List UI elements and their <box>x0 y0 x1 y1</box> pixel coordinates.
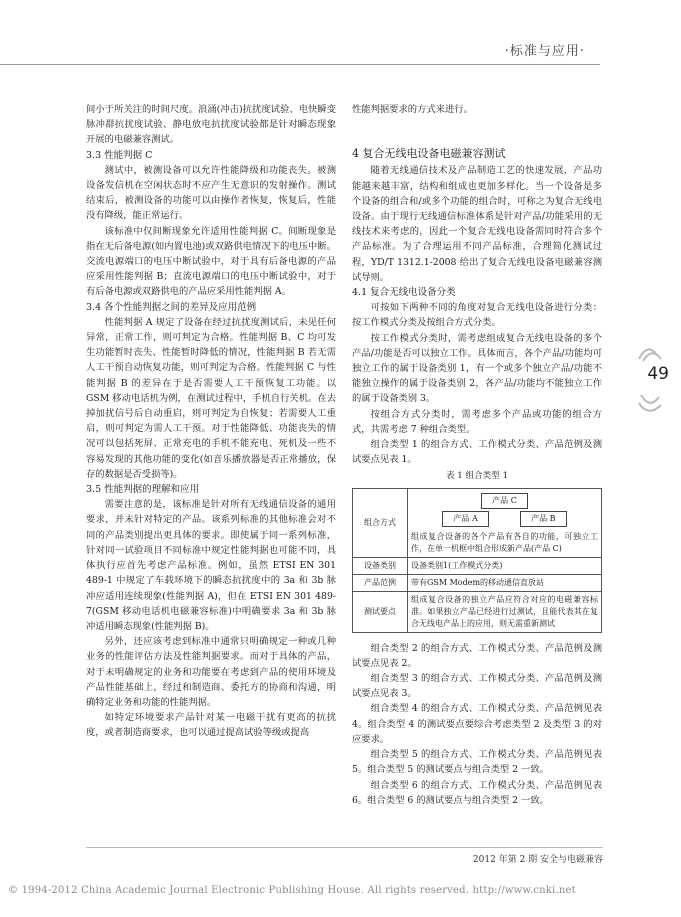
table-row <box>353 488 602 557</box>
table-cell <box>408 488 602 557</box>
paragraph: 间小于所关注的时间尺度。浪涌(冲击)抗扰度试验、电快瞬变脉冲群抗扰度试验、静电放电抗扰度试验都是针对瞬态现象开展的电磁兼容测试。 <box>86 104 336 146</box>
paragraph: 按组合方式分类时，需考虑多个产品或功能的组合方式，共需考虑 7 种组合类型。 <box>352 408 602 435</box>
paragraph: 性能判据要求的方式来进行。 <box>352 104 473 115</box>
paragraph: 随着无线通信技术及产品制造工艺的快速发展，产品功能越来越丰富，结构和组成也更加多样化。当一个设备是多个设备的组合和/或多个功能的组合时，可称之为复合无线电设备。由于现行无线通信标准体系是针对产品/功能采用的无线技术来考虑的，因此一个复合无线电设备需同时符合多个产品标准。为了合理运用不同产品标准，合理简化测试过程，YD/T 1312.1-2008 给出了复合无线电设备电磁兼容测试导则。 <box>352 165 602 283</box>
paragraph: 组合类型 1 的组合方式、工作模式分类、产品范例及测试要点见表 1。 <box>352 439 602 466</box>
table-row <box>353 591 602 632</box>
table-cell-label: 测试要点 <box>353 591 408 632</box>
section-label: ·标准与应用· <box>504 44 585 59</box>
paragraph: 组合类型 2 的组合方式、工作模式分类、产品范例及测试要点见表 2。 <box>352 642 602 669</box>
left-column <box>86 102 336 741</box>
heading-3-4: 3.4 各个性能判据之间的差异及应用范例 <box>86 301 257 313</box>
paragraph: 测试中，被测设备可以允许性能降级和功能丧失。被测设备发信机在空闲状态时不应产生无意识的发射操作。测试结束后，被测设备的功能可以由操作者恢复，恢复后，性能没有降级，能正常运行。 <box>86 164 336 222</box>
product-c-box: 产品 C <box>481 493 528 509</box>
heading-3-5: 3.5 性能判据的理解和应用 <box>86 484 200 496</box>
footer-rule <box>86 847 603 848</box>
paragraph: 另外，还应该考虑到标准中通常只明确规定一种或几种业务的性能评估方法及性能判据要求。而对于具体的产品，对于未明确规定的业务和功能要在考虑到产品的使用环境及产品性能基础上，经过和制造商、委托方的协商和沟通，明确特定业务和功能的性能判据。 <box>86 636 336 708</box>
paragraph: 需要注意的是，该标准是针对所有无线通信设备的通用要求，并未针对特定的产品。该系列标准的其他标准会对不同的产品类别提出更具体的要求。即使属于同一系列标准，针对同一试验项目不同标准中规定性能判据也可能不同，具体执行应首先考虑产品标准。例如，虽然 ETSI EN 301 489-1 中规定了车载环境下的瞬态抗扰度中的 3a 和 3b 脉冲应适用连续现象(性能判据 A)，但在 ETSI EN 301 489-7(GSM 移动电话机电磁兼容标准)中明确要求 3a 和 3b 脉冲适用瞬态现象(性能判据 B)。 <box>86 499 336 632</box>
table-caption: 表 1 组合类型 1 <box>445 471 509 482</box>
paragraph: 组合类型 4 的组合方式、工作模式分类、产品范例见表 4。组合类型 4 的测试要点要综合考虑类型 2 及类型 3 的对应要求。 <box>352 703 602 745</box>
header-rule <box>0 64 600 65</box>
paragraph: 性能判据 A 规定了设备在经过抗扰度测试后，未见任何异常，正常工作，则可判定为合格。性能判据 B、C 均可发生功能暂时丧失、性能暂时降低的情况，性能判据 B 若无需人工干预自动恢复功能，则可判定为合格。性能判据 C 与性能判据 B 的差异在于是否需要人工干预恢复工功能。以 GSM 移动电话机为例，在测试过程中，手机自行关机。在去掉加扰信号后自动重启，则可判定为自恢复；若需要人工重启，则可判定为需人工干预。对于性能降低、功能丧失的情况可以包括死屏、正常充电的手机不能充电、死机及一些不容易发现的其他功能的变化(如音乐播放器是否正常播放，保存的数据是否受损等)。 <box>86 316 336 480</box>
table-cell-label: 设备类别 <box>353 557 408 574</box>
table-cell-label: 组合方式 <box>353 488 408 557</box>
heading-4-1: 4.1 复合无线电设备分类 <box>352 287 456 299</box>
table-row <box>353 574 602 591</box>
page-number: 49 <box>647 364 669 384</box>
table-cell: 带有GSM Modem的移动通信直放站 <box>408 574 602 591</box>
paragraph: 组合类型 5 的组合方式、工作模式分类、产品范例见表 5。组合类型 5 的测试要点与组合类型 2 一致。 <box>352 749 602 776</box>
journal-footer: 2012 年第 2 期 安全与电磁兼容 <box>472 855 603 865</box>
heading-4: 4 复合无线电设备电磁兼容测试 <box>352 147 506 161</box>
table-cell-label: 产品范例 <box>353 574 408 591</box>
paragraph: 可按如下两种不同的角度对复合无线电设备进行分类：按工作模式分类及按组合方式分类。 <box>352 302 602 329</box>
product-b-box: 产品 B <box>520 511 566 527</box>
table-cell-text: 组成复合设备的各个产品有各自的功能，可独立工作，在单一机框中组合形成新产品(产品 C) <box>411 531 598 553</box>
wave-ornament-icon <box>637 391 663 417</box>
paragraph: 该标准中仅间断现象允许适用性能判据 C。间断现象是指在无后备电源(如内置电池)或双路供电情况下的电压中断。交流电源端口的电压中断试验中，对于具有后备电源的产品应采用性能判据 B；直流电源端口的电压中断试验中，对于有后备电源或双路供电的产品应采用性能判据 A。 <box>86 225 336 298</box>
paragraph: 组合类型 3 的组合方式、工作模式分类、产品范例及测试要点见表 3。 <box>352 673 602 700</box>
paragraph: 如特定环境要求产品针对某一电磁干扰有更高的抗扰度，或者制造商要求，也可以通过提高试验等级或提高 <box>86 712 336 739</box>
table-cell: 设备类别1(工作模式分类) <box>408 557 602 574</box>
paragraph: 按工作模式分类时，需考虑组成复合无线电设备的多个产品/功能是否可以独立工作。具体而言，各个产品/功能均可独立工作的属于设备类别 1，有一个或多个独立产品/功能不能独立操作的属于设备类别 2，各产品/功能均不能独立工作的属于设备类别 3。 <box>352 332 602 405</box>
right-column <box>352 102 602 808</box>
page-header <box>0 0 681 84</box>
table-cell: 组成复合设备的独立产品应符合对应的电磁兼容标准。如果独立产品已经进行过测试，且能代表其在复合无线电产品上的应用，则无需重新测试 <box>408 591 602 632</box>
product-a-box: 产品 A <box>442 511 488 527</box>
copyright-notice: © 1994-2012 China Academic Journal Electronic Publishing House. All rights reserved. http://www.cnki.net <box>8 885 576 896</box>
wave-ornament-icon <box>637 345 663 363</box>
table-row <box>353 557 602 574</box>
paragraph: 组合类型 6 的组合方式、工作模式分类、产品范例见表 6。组合类型 6 的测试要点与组合类型 2 一致。 <box>352 779 602 806</box>
page-number-area <box>621 345 681 515</box>
heading-3-3: 3.3 性能判据 C <box>86 149 153 161</box>
table-1 <box>352 488 602 633</box>
